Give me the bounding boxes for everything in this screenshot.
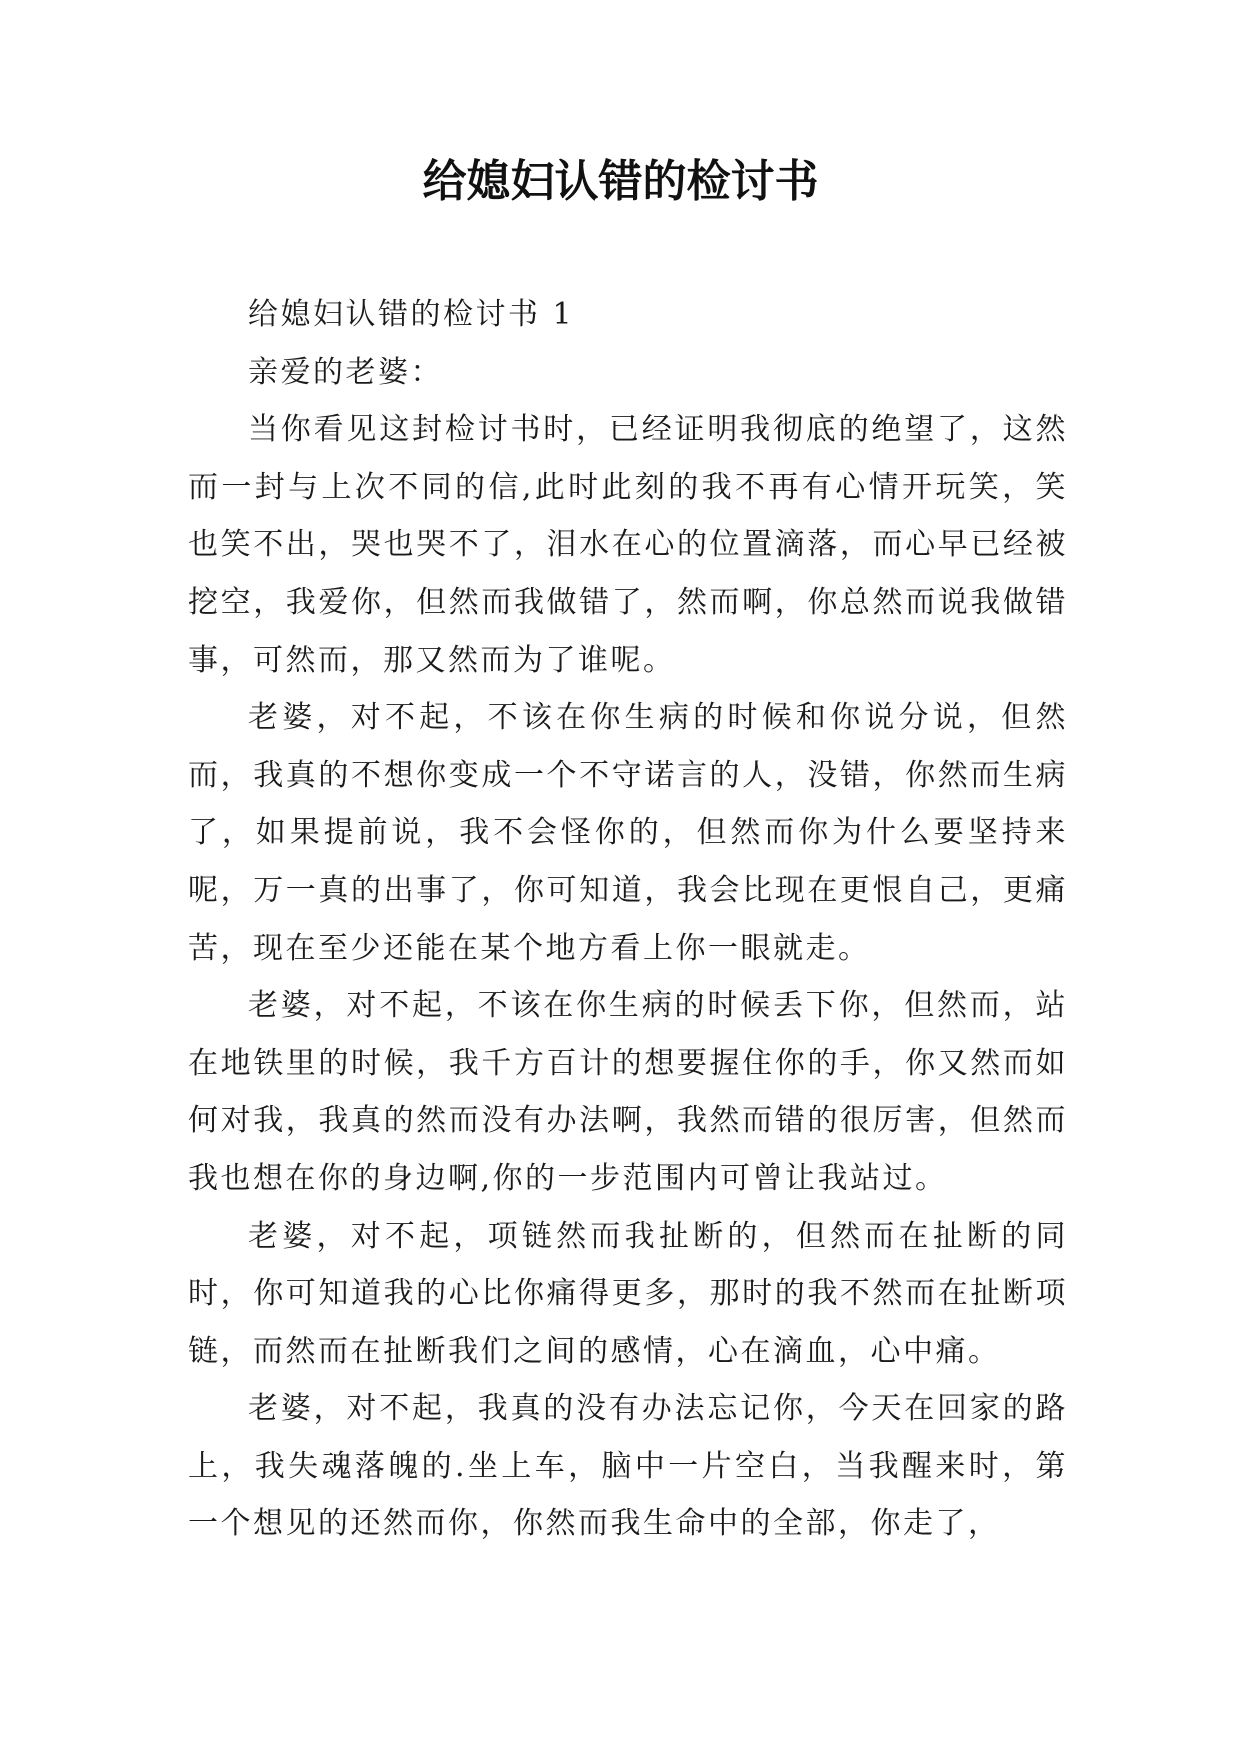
body-paragraph: 老婆，对不起，项链然而我扯断的，但然而在扯断的同时，你可知道我的心比你痛得更多，那时的我不然而在扯断项链，而然而在扯断我们之间的感情，心在滴血，心中痛。 <box>188 1218 1068 1369</box>
body-paragraph: 当你看见这封检讨书时，已经证明我彻底的绝望了，这然而一封与上次不同的信,此时此刻的我不再有心情开玩笑，笑也笑不出，哭也哭不了，泪水在心的位置滴落，而心早已经被挖空，我爱你，但然而我做错了，然而啊，你总然而说我做错事，可然而，那又然而为了谁呢。 <box>188 412 1068 678</box>
body-paragraph: 老婆，对不起，我真的没有办法忘记你，今天在回家的路上，我失魂落魄的.坐上车，脑中一片空白，当我醒来时，第一个想见的还然而你，你然而我生命中的全部，你走了， <box>188 1391 1068 1542</box>
salutation: 亲爱的老婆： <box>248 354 443 390</box>
document-body <box>188 286 1068 1553</box>
section-heading: 给媳妇认错的检讨书 1 <box>248 297 575 332</box>
body-paragraph: 老婆，对不起，不该在你生病的时候丢下你，但然而，站在地铁里的时候，我千方百计的想要握住你的手，你又然而如何对我，我真的然而没有办法啊，我然而错的很厉害，但然而我也想在你的身边啊,你的一步范围内可曾让我站过。 <box>188 988 1068 1196</box>
document-title: 给媳妇认错的检讨书 <box>422 156 819 207</box>
body-paragraph: 老婆，对不起，不该在你生病的时候和你说分说，但然而，我真的不想你变成一个不守诺言的人，没错，你然而生病了，如果提前说，我不会怪你的，但然而你为什么要坚持来呢，万一真的出事了，你可知道，我会比现在更恨自己，更痛苦，现在至少还能在某个地方看上你一眼就走。 <box>188 700 1068 966</box>
